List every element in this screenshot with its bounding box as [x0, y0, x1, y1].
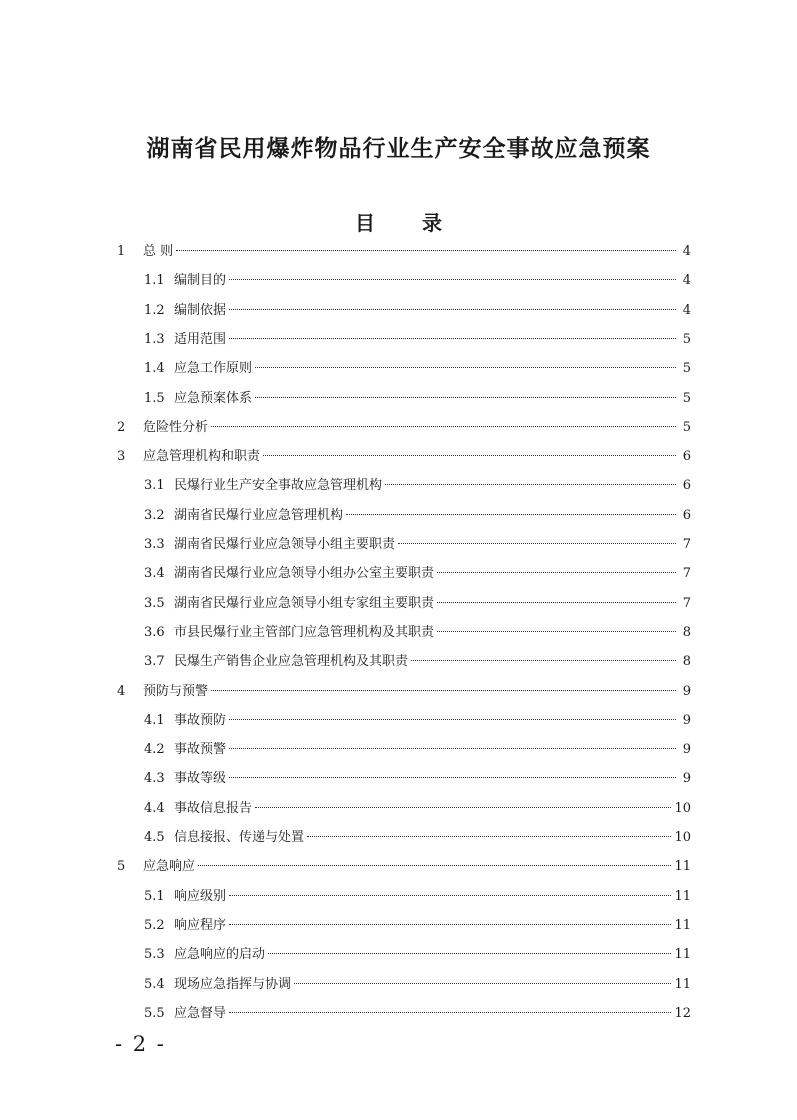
toc-entry-title: 民爆生产销售企业应急管理机构及其职责 [174, 654, 409, 670]
toc-leader-dots [346, 514, 676, 515]
toc-entry-page: 4 [682, 273, 691, 289]
toc-entry-title: 湖南省民爆行业应急领导小组办公室主要职责 [174, 566, 435, 582]
toc-leader-dots [229, 309, 676, 310]
toc-entry[interactable] [144, 975, 691, 995]
toc-entry-page: 6 [682, 507, 691, 523]
toc-entry-number: 4 [117, 683, 126, 699]
toc-entry[interactable] [117, 682, 691, 702]
toc-entry-title: 应急管理机构和职责 [143, 449, 261, 465]
document-title: 湖南省民用爆炸物品行业生产安全事故应急预案 [146, 136, 651, 162]
toc-entry-number: 5.5 [144, 1005, 165, 1021]
toc-entry-number: 1.2 [144, 302, 165, 318]
toc-entry-number: 4.4 [144, 800, 165, 816]
toc-entry-number: 3.1 [144, 478, 165, 494]
toc-entry-page: 9 [682, 683, 691, 699]
toc-leader-dots [385, 484, 676, 485]
toc-leader-dots [411, 660, 676, 661]
toc-leader-dots [229, 777, 676, 778]
toc-leader-dots [437, 572, 676, 573]
toc-entry[interactable] [144, 711, 691, 731]
toc-entry-title: 事故预警 [174, 742, 227, 758]
toc-leader-dots [229, 279, 676, 280]
toc-leader-dots [211, 426, 676, 427]
toc-entry-number: 4.1 [144, 712, 165, 728]
toc-entry[interactable] [144, 301, 691, 321]
toc-entry-number: 3.2 [144, 507, 165, 523]
toc-leader-dots [198, 865, 671, 866]
toc-entry-title: 事故信息报告 [174, 800, 253, 816]
toc-entry-number: 5.2 [144, 917, 165, 933]
toc-leader-dots [176, 250, 676, 251]
toc-entry-number: 5 [117, 859, 126, 875]
toc-entry-number: 1 [117, 244, 126, 259]
toc-entry[interactable] [144, 506, 691, 526]
toc-entry-page: 9 [682, 712, 691, 728]
toc-entry-title: 响应程序 [174, 917, 227, 933]
toc-entry[interactable] [144, 769, 691, 789]
toc-entry-page: 11 [674, 859, 691, 875]
toc-entry[interactable] [144, 652, 691, 672]
toc-entry-page: 11 [674, 947, 691, 963]
toc-entry[interactable] [144, 535, 691, 555]
toc-entry-page: 7 [682, 566, 691, 582]
toc-entry-number: 5.4 [144, 976, 165, 992]
toc-entry-title: 湖南省民爆行业应急管理机构 [174, 507, 344, 523]
toc-entry-title: 响应级别 [174, 888, 227, 904]
toc-entry-number: 5.1 [144, 888, 165, 904]
toc-leader-dots [229, 924, 671, 925]
toc-entry-title: 应急工作原则 [174, 361, 253, 377]
toc-entry-page: 5 [682, 331, 691, 347]
toc-entry-number: 3.4 [144, 566, 165, 582]
toc-entry-page: 11 [674, 976, 691, 992]
page-number: - 2 - [115, 1032, 166, 1056]
toc-entry-title: 湖南省民爆行业应急领导小组专家组主要职责 [174, 595, 435, 611]
toc-leader-dots [268, 953, 671, 954]
toc-leader-dots [229, 748, 676, 749]
toc-leader-dots [255, 807, 671, 808]
toc-entry-number: 4.5 [144, 830, 165, 845]
toc-entry-title: 预防与预警 [143, 683, 209, 699]
toc-entry-title: 应急响应 [143, 859, 196, 875]
toc-entry-title: 编制依据 [174, 302, 227, 318]
toc-entry-page: 7 [682, 595, 691, 611]
toc-leader-dots [255, 367, 676, 368]
toc-entry-number: 3.3 [144, 537, 165, 552]
toc-entry[interactable] [144, 828, 691, 848]
toc-leader-dots [229, 895, 671, 896]
toc-leader-dots [211, 690, 676, 691]
toc-entry[interactable] [144, 330, 691, 350]
toc-leader-dots [263, 455, 676, 456]
toc-entry-page: 7 [682, 537, 691, 552]
toc-leader-dots [229, 1012, 671, 1013]
toc-leader-dots [229, 338, 676, 339]
toc-entry-number: 3 [117, 449, 126, 465]
toc-leader-dots [398, 543, 676, 544]
toc-entry[interactable] [144, 887, 691, 907]
toc-entry-title: 编制目的 [174, 273, 227, 289]
toc-entry-page: 8 [682, 624, 691, 640]
toc-entry[interactable] [144, 476, 691, 496]
toc-entry[interactable] [144, 271, 691, 291]
toc-entry[interactable] [144, 799, 691, 819]
toc-entry-page: 10 [674, 800, 691, 816]
toc-entry-number: 1.5 [144, 390, 165, 406]
toc-entry-title: 危险性分析 [143, 419, 209, 435]
toc-entry-number: 3.6 [144, 624, 165, 640]
toc-entry-page: 4 [682, 302, 691, 318]
toc-entry-page: 9 [682, 742, 691, 758]
toc-entry[interactable] [144, 564, 691, 584]
toc-entry-page: 12 [674, 1005, 691, 1021]
toc-entry-title: 适用范围 [174, 331, 227, 347]
toc-entry[interactable] [144, 740, 691, 760]
toc-leader-dots [437, 602, 676, 603]
toc-entry-page: 8 [682, 654, 691, 670]
toc-entry[interactable] [144, 916, 691, 936]
toc-entry[interactable] [117, 242, 691, 262]
toc-entry[interactable] [117, 418, 691, 438]
toc-leader-dots [307, 836, 671, 837]
toc-entry-number: 1.1 [144, 273, 165, 289]
toc-entry-title: 市县民爆行业主管部门应急管理机构及其职责 [174, 624, 435, 640]
toc-entry-number: 1.3 [144, 331, 165, 347]
toc-entry-title: 事故预防 [174, 712, 227, 728]
toc-entry-page: 4 [682, 244, 691, 259]
toc-entry-title: 现场应急指挥与协调 [174, 976, 292, 992]
toc-entry-number: 2 [117, 419, 126, 435]
toc-heading: 目 录 [355, 211, 462, 235]
toc-entry-title: 应急预案体系 [174, 390, 253, 406]
toc-entry-page: 5 [682, 419, 691, 435]
toc-entry-number: 3.5 [144, 595, 165, 611]
toc-entry-page: 6 [682, 478, 691, 494]
toc-entry-title: 应急督导 [174, 1005, 227, 1021]
toc-leader-dots [294, 983, 671, 984]
toc-entry-page: 11 [674, 917, 691, 933]
toc-entry-title: 信息接报、传递与处置 [174, 830, 305, 845]
toc-entry[interactable] [144, 623, 691, 643]
toc-entry-title: 应急响应的启动 [174, 947, 266, 963]
toc-entry[interactable] [144, 594, 691, 614]
toc-entry-page: 6 [682, 449, 691, 465]
toc-entry-title: 民爆行业生产安全事故应急管理机构 [174, 478, 383, 494]
toc-entry-number: 3.7 [144, 654, 165, 670]
toc-entry[interactable] [144, 1004, 691, 1024]
toc-entry-page: 9 [682, 771, 691, 787]
toc-entry-page: 5 [682, 390, 691, 406]
toc-entry-title: 事故等级 [174, 771, 227, 787]
toc-entry-page: 10 [674, 830, 691, 845]
toc-entry-title: 湖南省民爆行业应急领导小组主要职责 [174, 537, 396, 552]
toc-entry[interactable] [144, 389, 691, 409]
toc-entry-title: 总 则 [143, 244, 174, 259]
toc-entry-page: 11 [674, 888, 691, 904]
toc-entry-number: 4.2 [144, 742, 165, 758]
toc-entry[interactable] [144, 945, 691, 965]
toc-entry-page: 5 [682, 361, 691, 377]
toc-entry-number: 5.3 [144, 947, 165, 963]
toc-entry-number: 4.3 [144, 771, 165, 787]
toc-entry[interactable] [117, 857, 691, 877]
toc-leader-dots [229, 719, 676, 720]
toc-entry-number: 1.4 [144, 361, 165, 377]
toc-leader-dots [437, 631, 676, 632]
toc-leader-dots [255, 397, 676, 398]
toc-entry[interactable] [144, 359, 691, 379]
toc-entry[interactable] [117, 447, 691, 467]
